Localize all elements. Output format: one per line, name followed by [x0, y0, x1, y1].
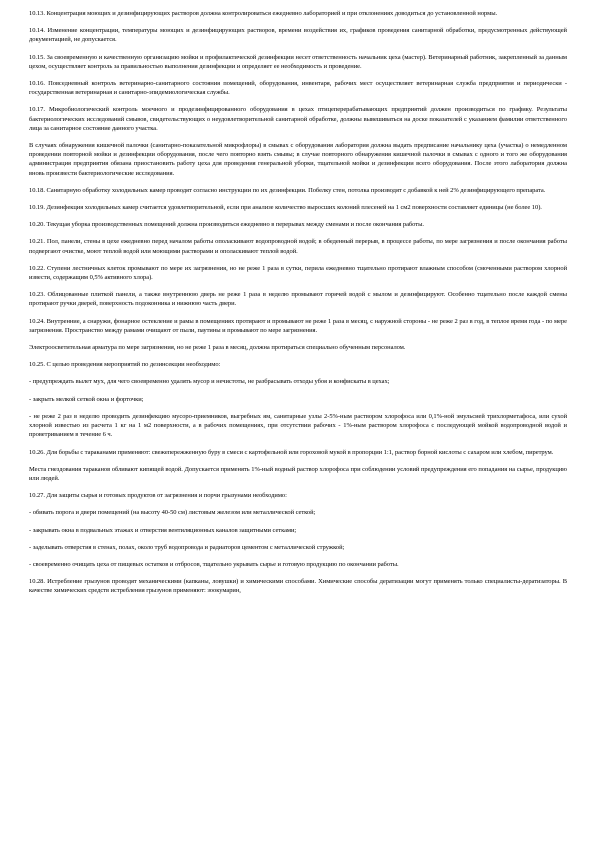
list-item-disinfect-bins: - не реже 2 раз в неделю проводить дезинфекцию мусоро-приемников, выгребных ям, санитарные узлы 2-5%-ным раствором хлорофоса или 0,1%-ной эмульсией трихлорметафоса, или сухой хлорной известью из расчета 1 кг на 1 м2 поверхности, а в рабочих помещениях, при отсутствии рабочих - 1%-ным раствором хлорофоса с последующей мойкой водопроводной водой и проветриванием в течение 6 ч.	[29, 412, 567, 439]
paragraph-10-13: 10.13. Концентрация моющих и дезинфицирующих растворов должна контролироваться ежедневно лабораторией и при отклонениях доводиться до установленной нормы.	[29, 10, 498, 17]
paragraph-10-17-continued: В случаях обнаружения кишечной палочки (санитарно-показательной микрофлоры) в смывах с оборудования лаборатория должна выдать предписание начальнику цеха (участка) о немедленном проведении повторной мойки и дезинфекции оборудования, после чего повторно взять смывы; в случае повторного обнаружения кишечной палочки в смывах с одного и того же оборудования администрация предприятия обязана приостановить работу цеха для проведения генеральной уборки, тщательной мойки и дезинфекции всего оборудования. После этого лаборатория должна вновь произвести бактериологические исследования.	[29, 142, 567, 177]
paragraph-lighting-fixtures: Электроосветительная арматура по мере загрязнения, но не реже 1 раза в месяц, должна протираться специально обученным персоналом.	[29, 344, 406, 352]
paragraph-10-27: 10.27. Для защиты сырья и готовых продуктов от загрязнения и порчи грызунами необходимо:	[29, 492, 287, 500]
paragraph-10-16: 10.16. Повседневный контроль ветеринарно-санитарного состояния помещений, оборудования, инвентаря, рабочих мест осуществляет ветеринарная служба предприятия и периодически - государственная ветеринарная и санитарно-эпидемиологическая службы.	[29, 80, 567, 97]
paragraph-10-21: 10.21. Пол, панели, стены в цехе ежедневно перед началом работы ополаскивают водопроводной водой; в обеденный перерыв, в процессе работы, по мере загрязнения и после окончания работы подвергают очистке, моют теплой водой или моющими растворами и ополаскивают теплой водой.	[29, 238, 567, 255]
paragraph-10-23: 10.23. Облицованные плиткой панели, а также внутреннюю дверь не реже 1 раза в неделю промывают горячей водой с мылом и дезинфицируют. Особенно тщательно после каждой смены протирают ручки дверей, поверхность подоконника и нижнюю часть двери.	[29, 291, 567, 308]
list-item-seal-holes: - заделывать отверстия в стенах, полах, около труб водопровода и радиаторов цементом с металлической стружкой;	[29, 543, 345, 551]
paragraph-10-15: 10.15. За своевременную и качественную организацию мойки и профилактической дезинфекции несет ответственность начальник цеха (мастер). Ветеринарный работник, закрепленный за данным цехом, осуществляет контроль за правильностью выполнения дезинфекции и определяет ее необходимость и проведение.	[29, 53, 567, 70]
list-item-close-windows: - закрыть мелкой сеткой окна и форточки;	[29, 395, 144, 403]
paragraph-10-18: 10.18. Санитарную обработку холодильных камер проводят согласно инструкции по их дезинфекции. Побелку стен, потолка производят с добавкой к ней 2% дезинфицирующего препарата.	[29, 186, 546, 194]
paragraph-10-26: 10.26. Для борьбы с тараканами применяют: свежепережженную буру в смеси с картофельной или гороховой мукой в пропорции 1:1, раствор борной кислоты с сахаром или хлебом, пиретрум.	[29, 448, 554, 456]
list-item-door-sheathing: - обивать порога и двери помещений (на высоту 40-50 см) листовым железом или металлической сеткой;	[29, 509, 316, 517]
list-item-basement-nets: - закрывать окна в подвальных этажах и отверстия вентиляционных каналов защитными сетками;	[29, 526, 297, 534]
paragraph-10-22: 10.22. Ступени лестничных клеток промывают по мере их загрязнения, но не реже 1 раза в сутки, перила ежедневно тщательно протирают влажным способом (смоченными раствором хлорной извести, содержащим 0,5% активного хлора).	[29, 264, 567, 282]
paragraph-10-19: 10.19. Дезинфекция холодильных камер считается удовлетворительной, если при анализе количество выросших колоний плесеней на 1 см2 поверхности составляет единицы (не более 10).	[29, 204, 542, 212]
list-item-prevent-flies: - предупреждать вылет мух, для чего своевременно удалять мусор и нечистоты, не разбрасывать отходы убоя и конфискаты в цехах;	[29, 378, 390, 386]
paragraph-10-25: 10.25. С целью проведения мероприятий по дезинсекции необходимо:	[29, 361, 221, 369]
paragraph-10-20: 10.20. Текущая уборка производственных помещений должна производиться ежедневно в перерывах между сменами и после окончания работы.	[29, 221, 424, 229]
paragraph-10-24: 10.24. Внутренние, а снаружи, фонарное остекление и рамы в помещениях протирают и промывают не реже 1 раза в месяц, с наружной стороны - не реже 2 раз в год, в теплое время года - по мере загрязнения. Пространство между рамами очищают от пыли, паутины и промывают по мере загрязнения.	[29, 317, 567, 334]
paragraph-10-28: 10.28. Истребление грызунов проводят механическими (капканы, ловушки) и химическими способами. Химические способы дератизации могут применять только специалисты-дератизаторы. В качестве химических средств истребления грызунов применяют: зоокумарин,	[29, 578, 567, 595]
paragraph-10-14: 10.14. Изменение концентрации, температуры моющих и дезинфицирующих растворов, времени воздействия их, графиков проведения санитарной обработки, предусмотренных действующей документацией, не допускается.	[29, 27, 567, 44]
paragraph-10-17: 10.17. Микробиологический контроль моечного и продезинфицированного оборудования в цехах птицеперерабатывающих предприятий должен производиться по графику. Результаты бактериологических исследований смывов, свидетельствующих о неудовлетворительной санитарной обработке, должны вывешиваться на доске показателей с указанием фамилии ответственного лица за санитарное состояние данного участка.	[29, 106, 567, 132]
list-item-clean-shops: - своевременно очищать цеха от пищевых остатков и отбросов, тщательно укрывать сырье и готовую продукцию по окончании работы.	[29, 560, 399, 568]
paragraph-cockroach-nests: Места гнездования тараканов обливают кипящей водой. Допускается применять 1%-ный водный раствор хлорофоса при соблюдении условий предупреждения его попадания на сырье, продукцию или людей.	[29, 465, 567, 482]
